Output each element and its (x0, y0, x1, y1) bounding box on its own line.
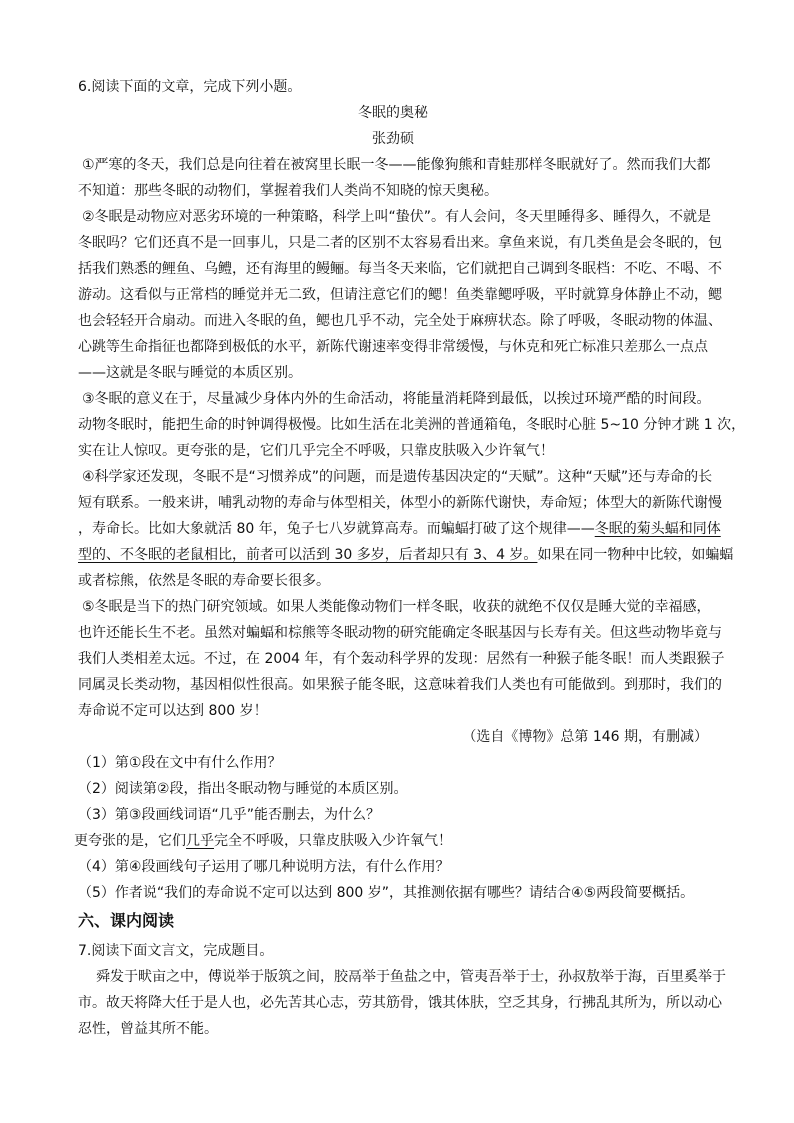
question-6-heading: 6.阅读下面的文章，完成下列小题。 (78, 79, 302, 95)
paragraph-line: 同属灵长类动物，基因相似性很高。如果猴子能冬眠，这意味着我们人类也有可能做到。到那时，我们的 (78, 677, 722, 693)
question-7-heading: 7.阅读下面文言文，完成题目。 (78, 943, 274, 959)
paragraph-line: ⑤冬眠是当下的热门研究领域。如果人类能像动物们一样冬眠，收获的就绝不仅仅是睡大觉的幸福感， (82, 599, 711, 615)
paragraph-line (78, 542, 734, 568)
section-title: 六、课内阅读 (78, 911, 175, 930)
paragraph-line: 也许还能长生不老。虽然对蝙蝠和棕熊等冬眠动物的研究能确定冬眠基因与长寿有关。但这些动物毕竟与 (78, 625, 722, 641)
paragraph-line: ④科学家还发现，冬眠不是“习惯养成”的问题，而是遗传基因决定的“天赋”。这种“天赋”还与寿命的长 (82, 469, 713, 485)
paragraph-line: 动物冬眠时，能把生命的时钟调得极慢。比如生活在北美洲的普通箱龟，冬眠时心脏 5~10 分钟才跳 1 次， (78, 417, 746, 433)
paragraph-line: ②冬眠是动物应对恶劣环境的一种策略，科学上叫“蛰伏”。有人会问，冬天里睡得多、睡得久，不就是 (82, 209, 712, 225)
paragraph-1 (78, 152, 711, 204)
paragraph-2 (78, 204, 722, 386)
paragraph-text: ，寿命长。比如大象就活 80 年，兔子七八岁就算高寿。而蝙蝠打破了这个规律—— (78, 521, 595, 537)
article-author: 张劲硕 (372, 131, 414, 147)
paragraph-text: 如果在同一物种中比较，如蝙蝠 (537, 547, 734, 563)
paragraph-line: ——这就是冬眠与睡觉的本质区别。 (78, 365, 302, 381)
paragraph-line: 也会轻轻开合扇动。而进入冬眠的鱼，鳃也几乎不动，完全处于麻痹状态。除了呼吸，冬眠动物的体温、 (78, 313, 722, 329)
paragraph-line: 舜发于畎亩之中，傅说举于版筑之间，胶鬲举于鱼盐之中，管夷吾举于士，孙叔敖举于海，百里奚举于 (96, 969, 726, 985)
paragraph-line: 冬眠吗？它们还真不是一回事儿，只是二者的区别不太容易看出来。拿鱼来说，有几类鱼是会冬眠的，包 (78, 235, 722, 251)
paragraph-line: 我们人类相差太远。不过，在 2004 年，有个轰动科学界的发现：居然有一种猴子能冬眠！而人类跟猴子 (78, 651, 725, 667)
paragraph-3 (78, 386, 746, 464)
paragraph-line (78, 516, 721, 542)
question-list (74, 750, 708, 906)
paragraph-4 (78, 464, 734, 594)
classical-text (78, 964, 726, 1042)
sub-question-4: （4）第④段画线句子运用了哪几种说明方法，有什么作用？ (78, 859, 450, 875)
paragraph-line: 或者棕熊，依然是冬眠的寿命要长很多。 (78, 573, 330, 589)
quote-text: 更夸张的是，它们 (74, 833, 186, 849)
paragraph-line: 市。故天将降大任于是人也，必先苦其心志，劳其筋骨，饿其体肤，空乏其身，行拂乱其所为，所以动心 (78, 995, 722, 1011)
paragraph-5 (78, 594, 725, 724)
paragraph-line: 心跳等生命指征也都降到极低的水平，新陈代谢速率变得非常缓慢，与休克和死亡标准只差那么一点点 (78, 339, 708, 355)
paragraph-line: 游动。这看似与正常档的睡觉并无二致，但请注意它们的鳃！鱼类靠鳃呼吸，平时就算身体静止不动，鳃 (78, 287, 722, 303)
paragraph-line: 实在让人惊叹。更夸张的是，它们几乎完全不呼吸，只靠皮肤吸入少许氧气！ (78, 443, 554, 459)
paragraph-line: 忍性，曾益其所不能。 (78, 1021, 218, 1037)
sub-question-5: （5）作者说“我们的寿命说不定可以达到 800 岁”，其推测依据有哪些？请结合④⑤两段简要概括。 (78, 885, 695, 901)
sub-question-1: （1）第①段在文中有什么作用？ (78, 755, 282, 771)
paragraph-line: 不知道：那些冬眠的动物们，掌握着我们人类尚不知晓的惊天奥秘。 (78, 183, 498, 199)
underlined-word: 几乎 (186, 833, 214, 849)
underlined-sentence: 冬眠的菊头蝠和同体 (594, 521, 721, 537)
paragraph-line: ①严寒的冬天，我们总是向往着在被窝里长眠一冬——能像狗熊和青蛙那样冬眠就好了。然而我们大都 (82, 157, 711, 173)
sub-question-3: （3）第③段画线词语“几乎”能否删去，为什么？ (78, 807, 380, 823)
article-source: （选自《博物》总第 146 期，有删减） (462, 729, 708, 745)
paragraph-line: 短有联系。一般来讲，哺乳动物的寿命与体型相关，体型小的新陈代谢快，寿命短；体型大的新陈代谢慢 (78, 495, 722, 511)
sub-question-2: （2）阅读第②段，指出冬眠动物与睡觉的本质区别。 (78, 781, 408, 797)
article-title: 冬眠的奥秘 (358, 105, 428, 121)
underlined-sentence: 型的、不冬眠的老鼠相比，前者可以活到 30 多岁，后者却只有 3、4 岁。 (78, 547, 538, 563)
paragraph-line: 寿命说不定可以达到 800 岁！ (78, 703, 268, 719)
sub-question-3-quote (74, 828, 708, 854)
quote-text: 完全不呼吸，只靠皮肤吸入少许氧气！ (214, 833, 452, 849)
paragraph-line: ③冬眠的意义在于，尽量减少身体内外的生命活动，将能量消耗降到最低，以挨过环境严酷的时间段。 (82, 391, 711, 407)
paragraph-line: 括我们熟悉的鲤鱼、乌鳢，还有海里的鳗鲡。每当冬天来临，它们就把自己调到冬眠档：不吃、不喝、不 (78, 261, 722, 277)
